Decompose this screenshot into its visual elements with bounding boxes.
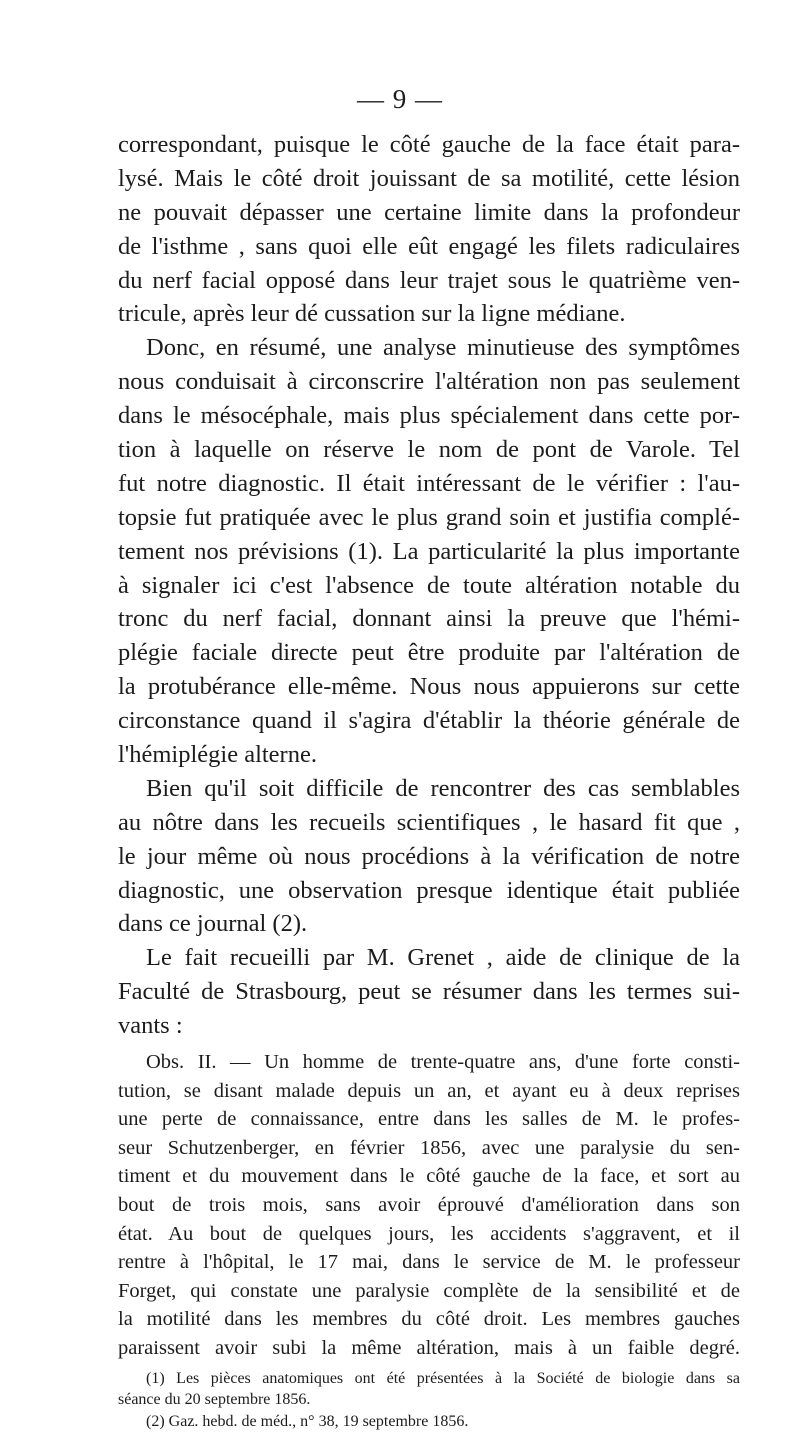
observation-line: paraissent avoir subi la même altération, mais à un faible degré.	[118, 1336, 740, 1359]
observation-line: Forget, qui constate une paralysie complète de la sensibilité et de	[118, 1279, 740, 1302]
body-line: tronc du nerf facial, donnant ainsi la preuve que l'hémi-	[118, 605, 740, 633]
body-line: nous conduisait à circonscrire l'altération non pas seulement	[118, 368, 740, 396]
body-line: tricule, après leur dé cussation sur la ligne médiane.	[118, 300, 626, 328]
body-line: dans ce journal (2).	[118, 910, 308, 938]
body-line: du nerf facial opposé dans leur trajet sous le quatrième ven-	[118, 266, 740, 294]
body-line: le jour même où nous procédions à la vérification de notre	[118, 842, 740, 870]
body-line: diagnostic, une observation presque identique était publiée	[118, 876, 740, 904]
observation-line: bout de trois mois, sans avoir éprouvé d'amélioration dans son	[118, 1194, 740, 1217]
body-line: Donc, en résumé, une analyse minutieuse des symptômes	[146, 334, 740, 362]
body-line: correspondant, puisque le côté gauche de la face était para-	[118, 131, 740, 158]
observation-line: seur Schutzenberger, en février 1856, avec une paralysie du sen-	[118, 1136, 740, 1159]
body-line: fut notre diagnostic. Il était intéressant de le vérifier : l'au-	[118, 469, 740, 497]
body-line: ne pouvait dépasser une certaine limite dans la profondeur	[118, 198, 740, 226]
body-line: l'hémiplégie alterne.	[118, 741, 317, 769]
body-line: de l'isthme , sans quoi elle eût engagé les filets radiculaires	[118, 232, 740, 260]
observation-line: tution, se disant malade depuis un an, et ayant eu à deux reprises	[118, 1079, 740, 1102]
body-line: Faculté de Strasbourg, peut se résumer dans les termes sui-	[118, 978, 740, 1006]
footnote-line: (1) Les pièces anatomiques ont été présentées à la Société de biologie dans sa	[146, 1369, 740, 1387]
observation-line: état. Au bout de quelques jours, les accidents s'aggravent, et il	[118, 1222, 740, 1245]
body-line: topsie fut pratiquée avec le plus grand soin et justifia complé-	[118, 503, 740, 531]
footnote-line: séance du 20 septembre 1856.	[118, 1391, 311, 1409]
body-line: au nôtre dans les recueils scientifiques , le hasard fit que ,	[118, 808, 740, 836]
body-line: dans le mésocéphale, mais plus spécialement dans cette por-	[118, 402, 740, 430]
observation-line: la motilité dans les membres du côté droit. Les membres gauches	[118, 1308, 740, 1331]
text-column	[118, 128, 740, 1432]
body-line: vants :	[118, 1012, 183, 1040]
footnote-line: (2) Gaz. hebd. de méd., n° 38, 19 septembre 1856.	[146, 1412, 469, 1430]
observation-line: Obs. II. — Un homme de trente-quatre ans, d'une forte consti-	[146, 1051, 740, 1074]
observation-text	[118, 1048, 740, 1363]
page-number: — 9 —	[357, 84, 443, 114]
body-line: Bien qu'il soit difficile de rencontrer des cas semblables	[146, 774, 740, 802]
body-line: plégie faciale directe peut être produite par l'altération de	[118, 639, 740, 667]
body-text	[118, 128, 740, 1043]
body-line: à signaler ici c'est l'absence de toute altération notable du	[118, 571, 740, 599]
body-line: la protubérance elle-même. Nous nous appuierons sur cette	[118, 673, 740, 701]
body-line: Le fait recueilli par M. Grenet , aide de clinique de la	[146, 944, 740, 972]
footnotes	[118, 1368, 740, 1432]
body-line: circonstance quand il s'agira d'établir la théorie générale de	[118, 707, 740, 735]
body-line: lysé. Mais le côté droit jouissant de sa motilité, cette lésion	[118, 164, 740, 192]
observation-line: rentre à l'hôpital, le 17 mai, dans le service de M. le professeur	[118, 1251, 740, 1274]
body-line: tement nos prévisions (1). La particularité la plus importante	[118, 537, 740, 565]
observation-line: timent et du mouvement dans le côté gauche de la face, et sort au	[118, 1165, 740, 1188]
body-line: tion à laquelle on réserve le nom de pont de Varole. Tel	[118, 436, 740, 464]
observation-line: une perte de connaissance, entre dans les salles de M. le profes-	[118, 1108, 740, 1131]
